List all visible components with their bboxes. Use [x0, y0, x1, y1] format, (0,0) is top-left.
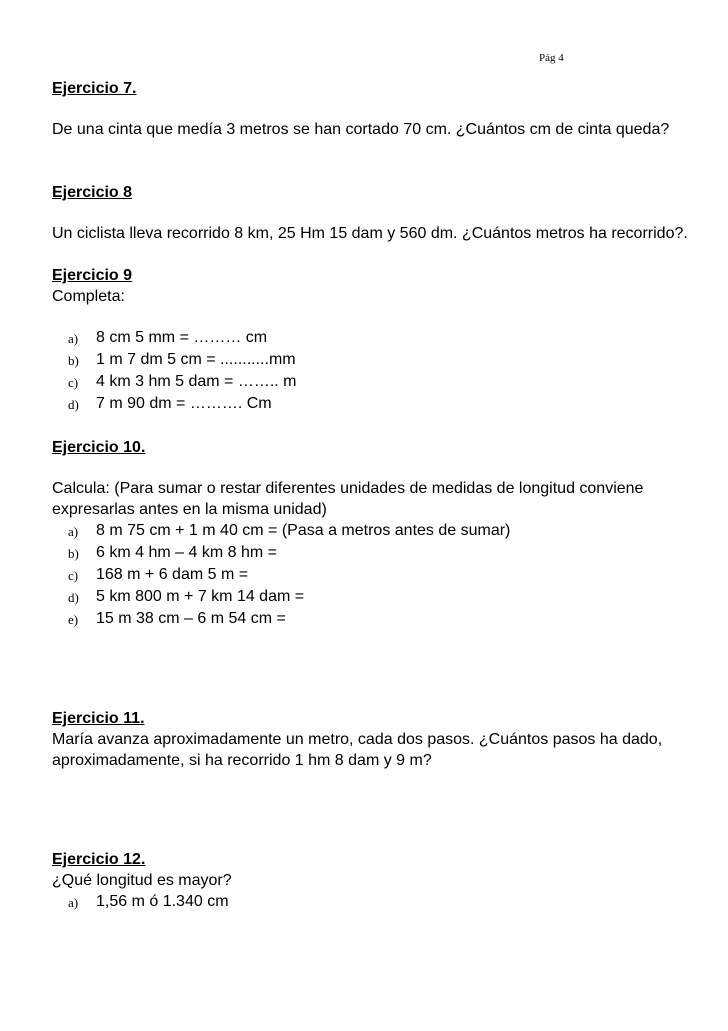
exercise-8-title: Ejercicio 8	[52, 184, 133, 201]
list-marker: a)	[68, 524, 79, 539]
exercise-10-title: Ejercicio 10.	[52, 439, 146, 456]
exercise-11	[52, 708, 692, 771]
exercise-10-list	[52, 520, 692, 630]
list-item	[68, 349, 692, 371]
list-marker: c)	[68, 568, 79, 583]
list-item-text: 15 m 38 cm – 6 m 54 cm =	[96, 610, 286, 627]
list-item	[68, 371, 692, 393]
exercise-9-intro: Completa:	[52, 288, 125, 305]
list-marker: c)	[68, 375, 79, 390]
list-marker: a)	[68, 895, 79, 910]
exercise-8-text: Un ciclista lleva recorrido 8 km, 25 Hm 15 dam y 560 dm. ¿Cuántos metros ha recorrido?.	[52, 225, 688, 242]
list-marker: b)	[68, 353, 79, 368]
exercise-7-title: Ejercicio 7.	[52, 80, 137, 97]
list-marker: d)	[68, 590, 79, 605]
exercise-10-intro: Calcula: (Para sumar o restar diferentes unidades de medidas de longitud conviene expresarlas antes en la misma unidad)	[52, 480, 644, 518]
list-marker: e)	[68, 612, 79, 627]
exercise-9-title: Ejercicio 9	[52, 267, 133, 284]
list-marker: a)	[68, 331, 79, 346]
list-item-text: 1,56 m ó 1.340 cm	[96, 893, 229, 910]
list-marker: b)	[68, 546, 79, 561]
list-item	[68, 586, 692, 608]
list-item-text: 4 km 3 hm 5 dam = …….. m	[96, 373, 297, 390]
list-marker: d)	[68, 397, 79, 412]
exercise-7-text: De una cinta que medía 3 metros se han cortado 70 cm. ¿Cuántos cm de cinta queda?	[52, 121, 670, 138]
exercise-11-text: María avanza aproximadamente un metro, cada dos pasos. ¿Cuántos pasos ha dado, aproximadamente, si ha recorrido 1 hm 8 dam y 9 m?	[52, 731, 663, 769]
list-item	[68, 891, 692, 913]
exercise-9	[52, 265, 692, 415]
list-item	[68, 393, 692, 415]
list-item	[68, 564, 692, 586]
page-number: Pág 4	[539, 52, 564, 64]
exercise-12	[52, 849, 692, 913]
list-item-text: 7 m 90 dm = ………. Cm	[96, 395, 272, 412]
list-item-text: 1 m 7 dm 5 cm = ...........mm	[96, 351, 296, 368]
list-item-text: 168 m + 6 dam 5 m =	[96, 566, 249, 583]
exercise-8	[52, 182, 692, 244]
exercise-7	[52, 78, 692, 140]
list-item-text: 6 km 4 hm – 4 km 8 hm =	[96, 544, 277, 561]
exercise-9-list	[52, 327, 692, 415]
list-item-text: 5 km 800 m + 7 km 14 dam =	[96, 588, 305, 605]
exercise-12-list	[52, 891, 692, 913]
list-item	[68, 520, 692, 542]
exercise-10	[52, 437, 692, 630]
list-item-text: 8 m 75 cm + 1 m 40 cm = (Pasa a metros antes de sumar)	[96, 522, 511, 539]
document-body	[52, 78, 692, 913]
list-item	[68, 608, 692, 630]
exercise-12-title: Ejercicio 12.	[52, 851, 146, 868]
list-item	[68, 542, 692, 564]
list-item	[68, 327, 692, 349]
list-item-text: 8 cm 5 mm = ……… cm	[96, 329, 268, 346]
exercise-12-intro: ¿Qué longitud es mayor?	[52, 872, 232, 889]
exercise-11-title: Ejercicio 11.	[52, 710, 145, 727]
